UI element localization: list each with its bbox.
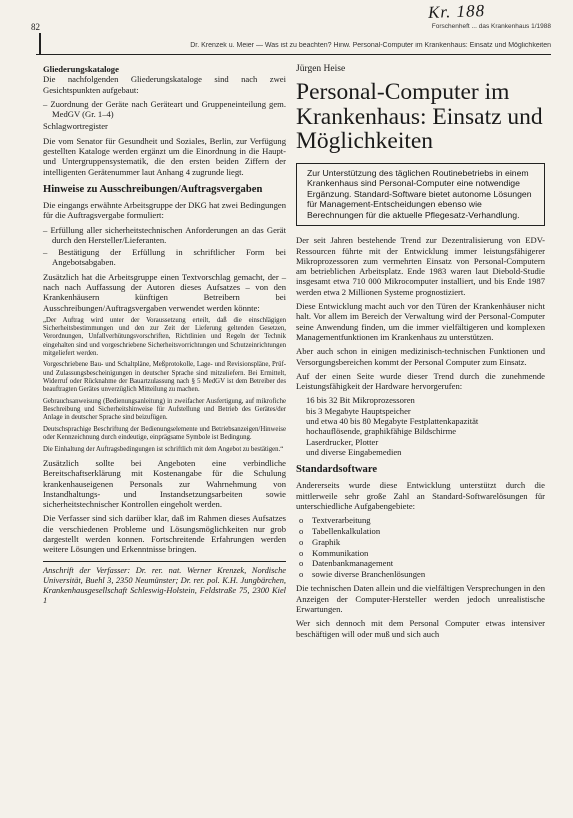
- list-item: und etwa 40 bis 80 Megabyte Festplattenkapazität: [306, 416, 479, 427]
- list-item: bis 3 Megabyte Hauptspeicher: [306, 405, 411, 416]
- hardware-list: [306, 395, 545, 457]
- list-item: – Zuordnung der Geräte nach Geräteart und Gruppeneinteilung gem. MedGV (Gr. 1–4): [43, 98, 286, 120]
- quote-paragraph: Die Einhaltung der Auftragsbedingungen ist schriftlich mit dem Angebot zu bestätigen.“: [43, 445, 284, 453]
- list-item: o Textverarbeitung: [296, 515, 545, 525]
- paragraph: Die Verfasser sind sich darüber klar, daß im Rahmen dieses Aufsatzes die verschiedenen Probleme und Lösungsmöglichkeiten nur grob dargestellt werden konnen. Fortschreitende Erfahrungen werden weitere Lösungen und Erkenntnisse bringen.: [43, 513, 286, 555]
- journal-header: Forschenheft ... das Krankenhaus 1/1988: [431, 23, 551, 30]
- quoted-text-block: [43, 317, 286, 454]
- list-item: Laserdrucker, Plotter: [306, 436, 379, 447]
- paragraph: Wer sich dennoch mit dem Personal Computer etwas intensiver beschäftigen will oder muß und sich auch: [296, 618, 545, 639]
- paragraph: Auf der einen Seite wurde dieser Trend durch die zunehmende Leistungsfähigkeit der Hardware hervorgerufen:: [296, 370, 545, 392]
- author-address: Anschrift der Verfasser: Dr. rer. nat. Werner Krenzek, Nordische Universität, Buehl 3, 2350 Neumünster; Dr. rer. pol. K.H. Jungbärchen, Krankenhausgesellschaft Schleswig-Holstein, Feldstraße 75, 2300 Kiel 1: [43, 565, 286, 606]
- running-header: Dr. Krenzek u. Meier — Was ist zu beachten? Hinw. Personal-Computer im Krankenhaus: Einsatz und Möglichkeiten: [190, 42, 551, 49]
- article-title: Personal-Computer im Krankenhaus: Einsatz und Möglichkeiten: [296, 79, 543, 155]
- quote-paragraph: Deutschsprachige Beschriftung der Bedienungselemente und Betriebsanzeigen/Hinweise oder Kennzeichnung durch eindeutige, einprägsame Symbole ist Bedingung.: [43, 425, 286, 442]
- list-item: o Datenbankmanagement: [296, 558, 545, 568]
- list-item: o Tabellenkalkulation: [296, 526, 545, 536]
- list-item: Schlagwortregister: [43, 121, 108, 132]
- list-item: und diverse Eingabemedien: [306, 446, 402, 457]
- list-item: o Graphik: [296, 537, 545, 547]
- right-column: [296, 64, 545, 643]
- list-item: o Kommunikation: [296, 548, 545, 558]
- quote-paragraph: „Der Auftrag wird unter der Voraussetzung erteilt, daß die einschlägigen Sicherheitsbestimmungen und den zur Zeit der Lieferung geltenden Gesetzen, Verordnungen, Unfallverhütungsvorschriften, Richtlinien und Regeln der Technik eingehalten sind und vorgeschriebene Sicherheitsvorrichtungen und Schutzeinrichtungen mitgeliefert werden.: [43, 316, 286, 357]
- paragraph: Diese Entwicklung macht auch vor den Türen der Krankenhäuser nicht halt. Vor allem im Bereich der Verwaltung wird der Personal-Computer seine Anwendung finden, um die immer vielfältigeren und komplexen Managementfunktionen im Krankenhaus zu unterstützen.: [296, 301, 545, 342]
- paragraph: Der seit Jahren bestehende Trend zur Dezentralisierung von EDV-Ressourcen führte mit der Entwicklung immer leistungsfähigerer Mikroprozessoren zum vermehrten Einsatz von Personal-Computern am betrieblichen Arbeitsplatz. Ende 1983 waren laut Diebold-Studie insgesamt etwa 710 000 Mikrocomputer installiert, und bis Ende 1987 werden etwa 2 Millionen Systeme prognostiziert.: [296, 235, 545, 297]
- address-divider: [43, 561, 286, 562]
- left-column: [43, 64, 286, 610]
- list-item: – Bestätigung der Erfüllung in schriftlicher Form bei Angebotsabgaben.: [43, 247, 286, 268]
- section-heading-standardsoftware: Standardsoftware: [296, 464, 378, 476]
- list-item: 16 bis 32 Bit Mikroprozessoren: [306, 395, 415, 406]
- paragraph: Die technischen Daten allein und die vielfältigen Versprechungen in den Anzeigen der Computer-Hersteller werden jedoch unrealistische Erwartungen.: [296, 583, 545, 614]
- paragraph: Aber auch schon in einigen medizinisch-technischen Funktionen und Versorgungsbereichen kommt der Personal Computer zum Einsatz.: [296, 346, 545, 367]
- header-divider: [36, 54, 551, 55]
- paragraph: Zusätzlich hat die Arbeitsgruppe einen Textvorschlag gemacht, der – nach nach Auffassung der Autoren dieses Aufsatzes – von den Krankenhäusern künftigen Betreibern bei Ausschreibungen/Auftragsvergaben verwendet werden könnte:: [43, 271, 286, 313]
- list: [43, 99, 286, 132]
- paragraph: Die vom Senator für Gesundheit und Soziales, Berlin, zur Verfügung gestellten Kataloge werden ergänzt um die Einordnung in die Haupt- und Untergruppensystematik, die den ersten beiden Ziffern der intelligenten Gerätenummer laut Anhang 4 zugrunde liegt.: [43, 135, 286, 177]
- section-heading-hinweise: Hinweise zu Ausschreibungen/Auftragsvergaben: [43, 183, 263, 195]
- list-item: hochauflösende, graphikfähige Bildschirme: [306, 426, 457, 437]
- paragraph: Andererseits wurde diese Entwicklung unterstützt durch die mittlerweile sehr große Zahl an Standard-Softwarelösungen für unterschiedliche Aufgabengebiete:: [296, 480, 545, 511]
- paragraph: Die nachfolgenden Gliederungskataloge sind nach zwei Gesichtspunkten aufgebaut:: [43, 74, 286, 95]
- software-list: [296, 515, 545, 579]
- quote-paragraph: Gebrauchsanweisung (Bedienungsanleitung) in zweifacher Ausfertigung, auf mikrofiche Beschreibung und Sicherheitshinweise für Aufstellung und Betrieb des Gerätes/der Anlage in deutscher Sprache sind beizufügen.: [43, 397, 286, 422]
- paragraph: Die eingangs erwähnte Arbeitsgruppe der DKG hat zwei Bedingungen für die Auftragsvergabe formuliert:: [43, 199, 286, 221]
- handwritten-annotation: Kr. 188: [427, 1, 486, 22]
- margin-mark: [39, 33, 41, 55]
- list: [43, 225, 286, 268]
- article-author: Jürgen Heise: [296, 64, 346, 74]
- section-heading-gliederung: Gliederungskataloge: [43, 64, 119, 74]
- lead-box: Zur Unterstützung des täglichen Routinebetriebs in einem Krankenhaus sind Personal-Computer eine notwendige Ergänzung. Standard-Software bietet autonome Lösungen für Management-Entscheidungen ebenso wie Berechnungen für die aktuelle Pflegesatz-Verhandlung.: [296, 163, 545, 227]
- page-number: 82: [31, 22, 40, 32]
- paragraph: Zusätzlich sollte bei Angeboten eine verbindliche Bereitschaftserklärung mit Kostenangabe für die Schulung krankenhauseigenen Personals zur Wahrnehmung von Instandhaltungs- und Instandsetzungsarbeiten sowie sicherheitstechnischer Kontrollen eingeholt werden.: [43, 457, 286, 510]
- list-item: – Erfüllung aller sicherheitstechnischen Anforderungen an das Gerät durch den Hersteller/Lieferanten.: [43, 224, 286, 245]
- list-item: o sowie diverse Branchenlösungen: [296, 569, 545, 579]
- quote-paragraph: Vorgeschriebene Bau- und Schaltpläne, Meßprotokolle, Lage- und Revisionspläne, Prüf- und Zulassungsbescheinigungen in deutscher Sprache sind mitzuliefern. Bei Ermittelt, Widerruf oder Rücknahme der Bauartzulassung nach § 5 MedGV ist dem Betreiber des beauftragten Gerätes unverzüglich Mitteilung zu machen.: [43, 361, 286, 394]
